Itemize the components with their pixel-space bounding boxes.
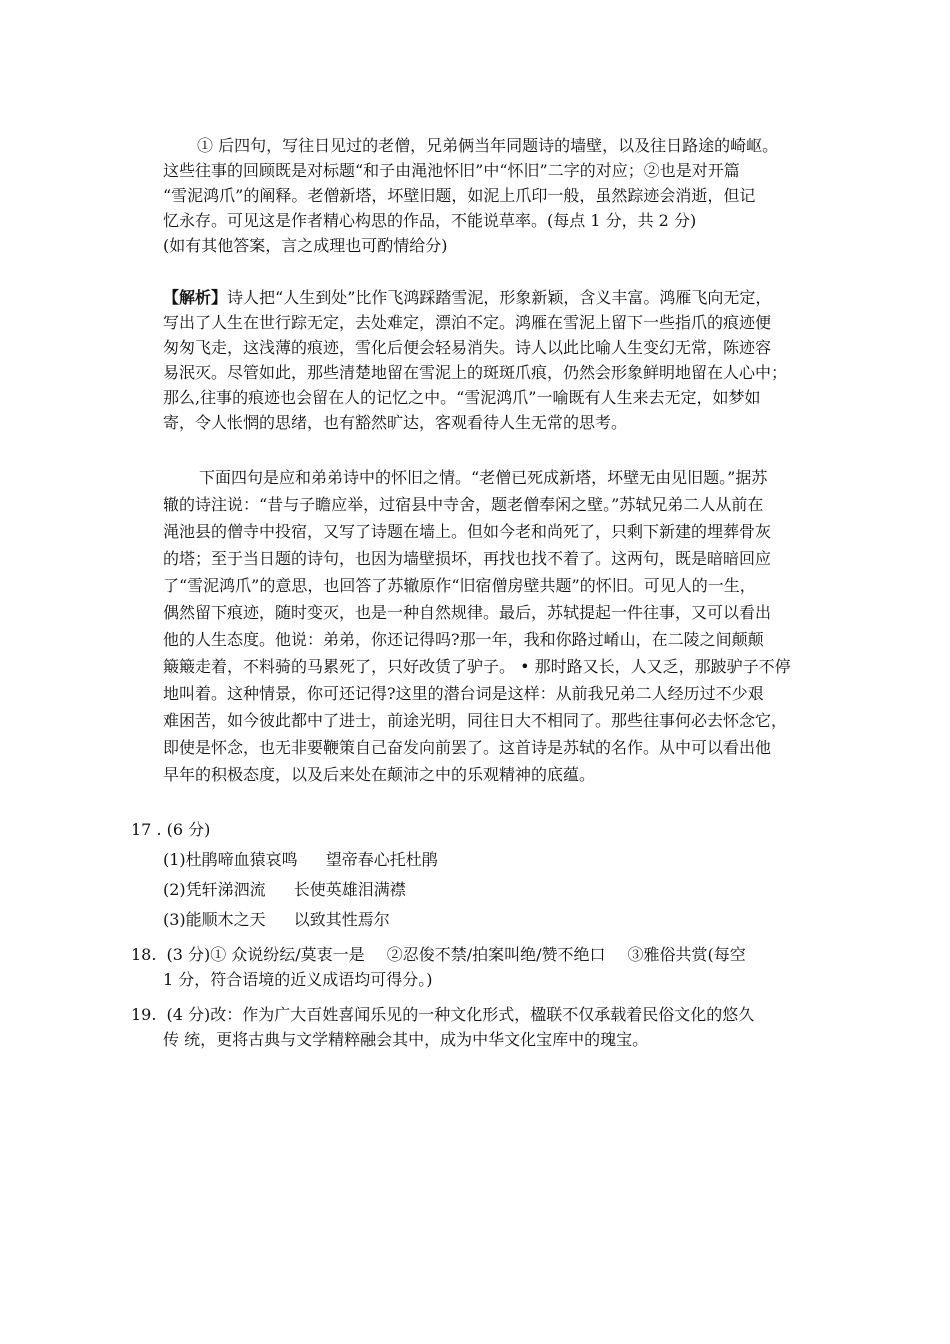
text-line: 1 分，符合语境的近义成语均可得分。) [163,970,433,989]
answer-16-point1 [163,133,778,258]
text-line [163,285,787,310]
text-line: 地叫着。这种情景，你可还记得?这里的潜台词是这样：从前我兄弟二人经历过不少艰 [163,684,764,703]
answer-text: 长使英雄泪满襟 [293,880,406,899]
text-line: 他的人生态度。他说：弟弟，你还记得吗?那一年，我和你路过崤山，在二陵之间颠颠 [163,630,764,649]
item-number: (1) [163,850,186,869]
analysis-label: 【解析】 [163,288,228,307]
text-line: 偶然留下痕迹，随时变灭，也是一种自然规律。最后，苏轼提起一件往事，又可以看出 [163,603,772,622]
text-line: 簸簸走着，不料骑的马累死了，只好改赁了驴子。 • 那时路又长，人又乏，那跛驴子不停 [163,657,791,676]
text-line: 难困苦，如今彼此都中了进士，前途光明，同往日大不相同了。那些往事何必去怀念它， [163,711,788,730]
answer-text: (4 分)改：作为广大百姓喜闻乐见的一种文化形式，楹联不仅承载着民俗文化的悠久 [166,1005,755,1024]
answer-text: ②忍俊不禁/拍案叫绝/赞不绝口 [386,945,606,964]
text-line [131,942,746,967]
text-line [131,1002,754,1027]
question-number: 19. [131,1005,157,1024]
text-line: 匆匆飞走，这浅薄的痕迹，雪化后便会轻易消失。诗人以此比喻人生变幻无常，陈迹容 [163,338,772,357]
text-span: 诗人把“人生到处”比作飞鸿踩踏雪泥，形象新颖，含义丰富。鸿雁飞向无定， [227,288,772,307]
text-line: 忆永存。可见这是作者精心构思的作品，不能说草率。(每点 1 分，共 2 分) [163,211,697,230]
text-line: 寄，令人怅惘的思绪，也有豁然旷达，客观看待人生无常的思考。 [163,413,628,432]
question-header: 17 . (6 分) [131,820,211,839]
text-line: ① 后四句，写往日见过的老僧，兄弟俩当年同题诗的墙壁，以及往日路途的崎岖。 [197,136,779,155]
text-line: 的塔；至于当日题的诗句，也因为墙壁损坏，再找也找不着了。这两句，既是暗暗回应 [163,549,772,568]
question-19 [131,1002,754,1052]
question-17 [131,815,438,935]
analysis-paragraph-1 [163,285,787,435]
answer-text: 杜鹃啼血猿哀鸣 [185,850,298,869]
grading-note: (如有其他答案，言之成理也可酌情给分) [163,236,448,255]
answer-text: 能顺木之天 [185,910,266,929]
text-line: 这些往事的回顾既是对标题“和子由渑池怀旧”中“怀旧”二字的对应；②也是对开篇 [163,161,740,180]
answer-item [131,875,438,905]
text-line: 渑池县的僧寺中投宿，又写了诗题在墙上。但如今老和尚死了，只剩下新建的埋葬骨灰 [163,522,772,541]
text-line: 辙的诗注说：“昔与子瞻应举，过宿县中寺舍，题老僧奉闲之壁。”苏轼兄弟二人从前在 [163,495,764,514]
item-number: (3) [163,910,186,929]
answer-text: (3 分)① 众说纷纭/莫衷一是 [166,945,365,964]
text-line: 传 统，更将古典与文学精粹融会其中，成为中华文化宝库中的瑰宝。 [163,1030,649,1049]
text-line: 写出了人生在世行踪无定，去处难定，漂泊不定。鸿雁在雪泥上留下一些指爪的痕迹便 [163,313,772,332]
text-line: 易泯灭。尽管如此，那些清楚地留在雪泥上的斑斑爪痕，仍然会形象鲜明地留在人心中； [163,363,788,382]
text-line: 下面四句是应和弟弟诗中的怀旧之情。“老僧已死成新塔，坏壁无由见旧题。”据苏 [199,468,768,487]
text-line: 了“雪泥鸿爪”的意思，也回答了苏辙原作“旧宿僧房壁共题”的怀旧。可见人的一生， [163,576,756,595]
answer-text: ③雅俗共赏(每空 [627,945,746,964]
answer-text: 凭轩涕泗流 [185,880,266,899]
text-line: “雪泥鸿爪”的阐释。老僧新塔，坏壁旧题，如泥上爪印一般，虽然踪迹会消逝，但记 [163,186,756,205]
text-line: 那么,往事的痕迹也会留在人的记忆之中。“雪泥鸿爪”一喻既有人生来去无定，如梦如 [163,388,761,407]
analysis-paragraph-2 [163,464,791,788]
answer-text: 以致其性焉尔 [293,910,390,929]
text-line: 早年的积极态度，以及后来处在颠沛之中的乐观精神的底蕴。 [163,765,596,784]
answer-item [131,845,438,875]
item-number: (2) [163,880,186,899]
answer-item [131,905,438,935]
question-18 [131,942,746,992]
answer-text: 望帝春心托杜鹃 [325,850,438,869]
question-number: 18. [131,945,157,964]
text-line: 即使是怀念，也无非要鞭策自己奋发向前罢了。这首诗是苏轼的名作。从中可以看出他 [163,738,772,757]
